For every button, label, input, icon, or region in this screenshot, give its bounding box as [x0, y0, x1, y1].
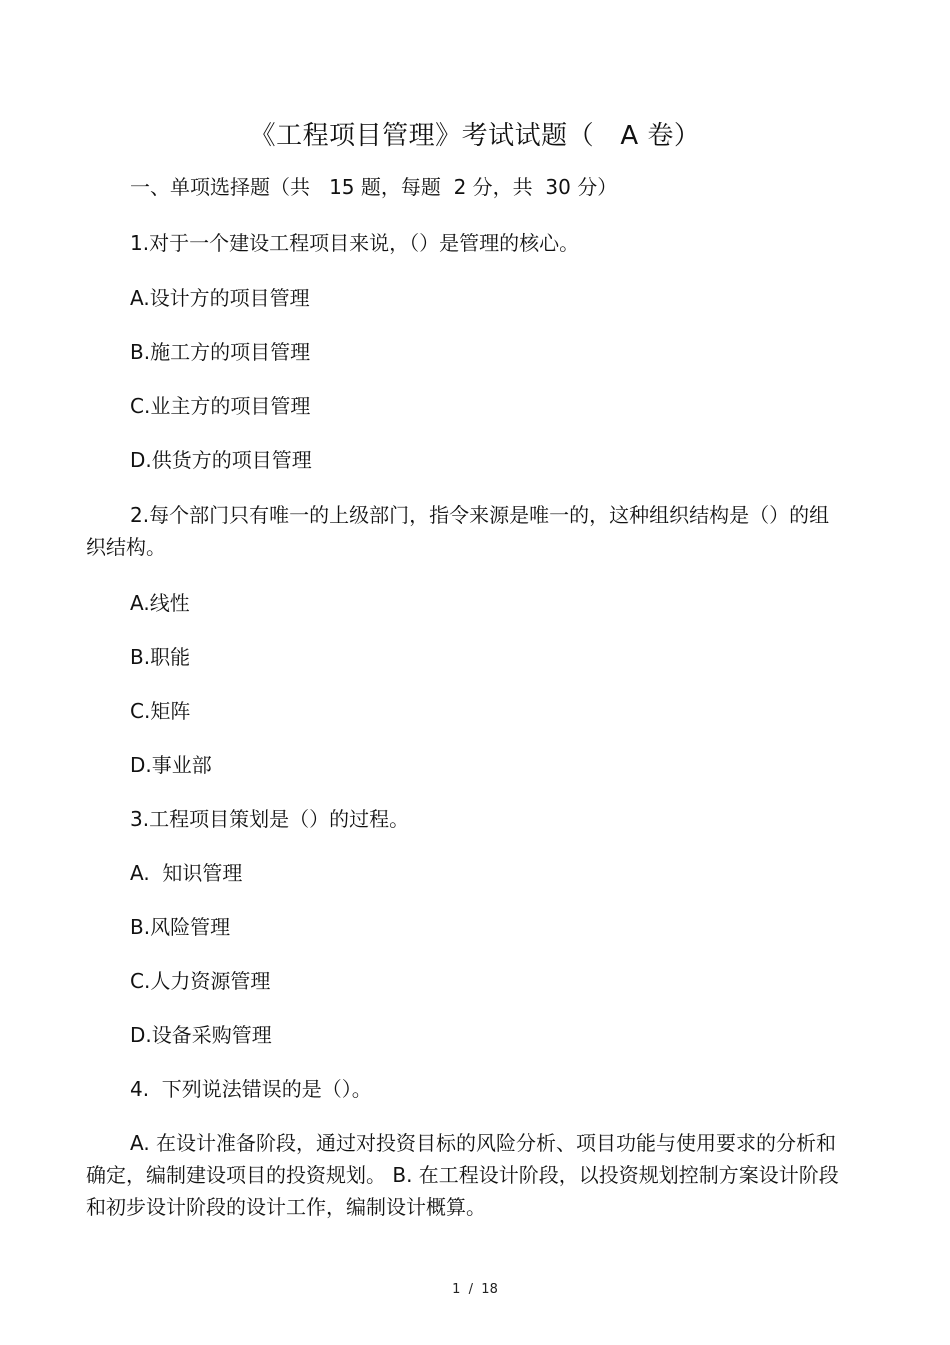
question-2-stem: 2.每个部门只有唯一的上级部门，指令来源是唯一的，这种组织结构是（）的组织结构。	[86, 503, 830, 559]
question-4-options-ab: A. 在设计准备阶段，通过对投资目标的风险分析、项目功能与使用要求的分析和确定，编制建设项目的投资规划。 B. 在工程设计阶段，以投资规划控制方案设计阶段和初步设计阶段的设计工作，编制设计概算。	[86, 1131, 839, 1219]
question-3-option-b: B.风险管理	[130, 915, 231, 939]
page-number: 1 / 18	[452, 1282, 498, 1297]
question-1-option-a: A.设计方的项目管理	[130, 286, 310, 310]
question-4-stem: 4. 下列说法错误的是（）。	[130, 1077, 372, 1101]
question-1-option-d: D.供货方的项目管理	[130, 448, 312, 472]
question-3-option-c: C.人力资源管理	[130, 969, 271, 993]
exam-title: 《工程项目管理》考试试题（ A 卷）	[249, 121, 701, 151]
question-3-option-d: D.设备采购管理	[130, 1023, 272, 1047]
question-2-option-c: C.矩阵	[130, 699, 191, 723]
question-1-stem: 1.对于一个建设工程项目来说，（）是管理的核心。	[130, 231, 580, 255]
question-2-option-d: D.事业部	[130, 753, 212, 777]
question-2-option-b: B.职能	[130, 645, 191, 669]
question-3-stem: 3.工程项目策划是（）的过程。	[130, 807, 410, 831]
question-3-option-a: A. 知识管理	[130, 861, 243, 885]
question-1-option-b: B.施工方的项目管理	[130, 340, 311, 364]
question-1-option-c: C.业主方的项目管理	[130, 394, 311, 418]
section-heading: 一、单项选择题（共 15 题，每题 2 分，共 30 分）	[130, 175, 618, 199]
question-2-option-a: A.线性	[130, 591, 190, 615]
